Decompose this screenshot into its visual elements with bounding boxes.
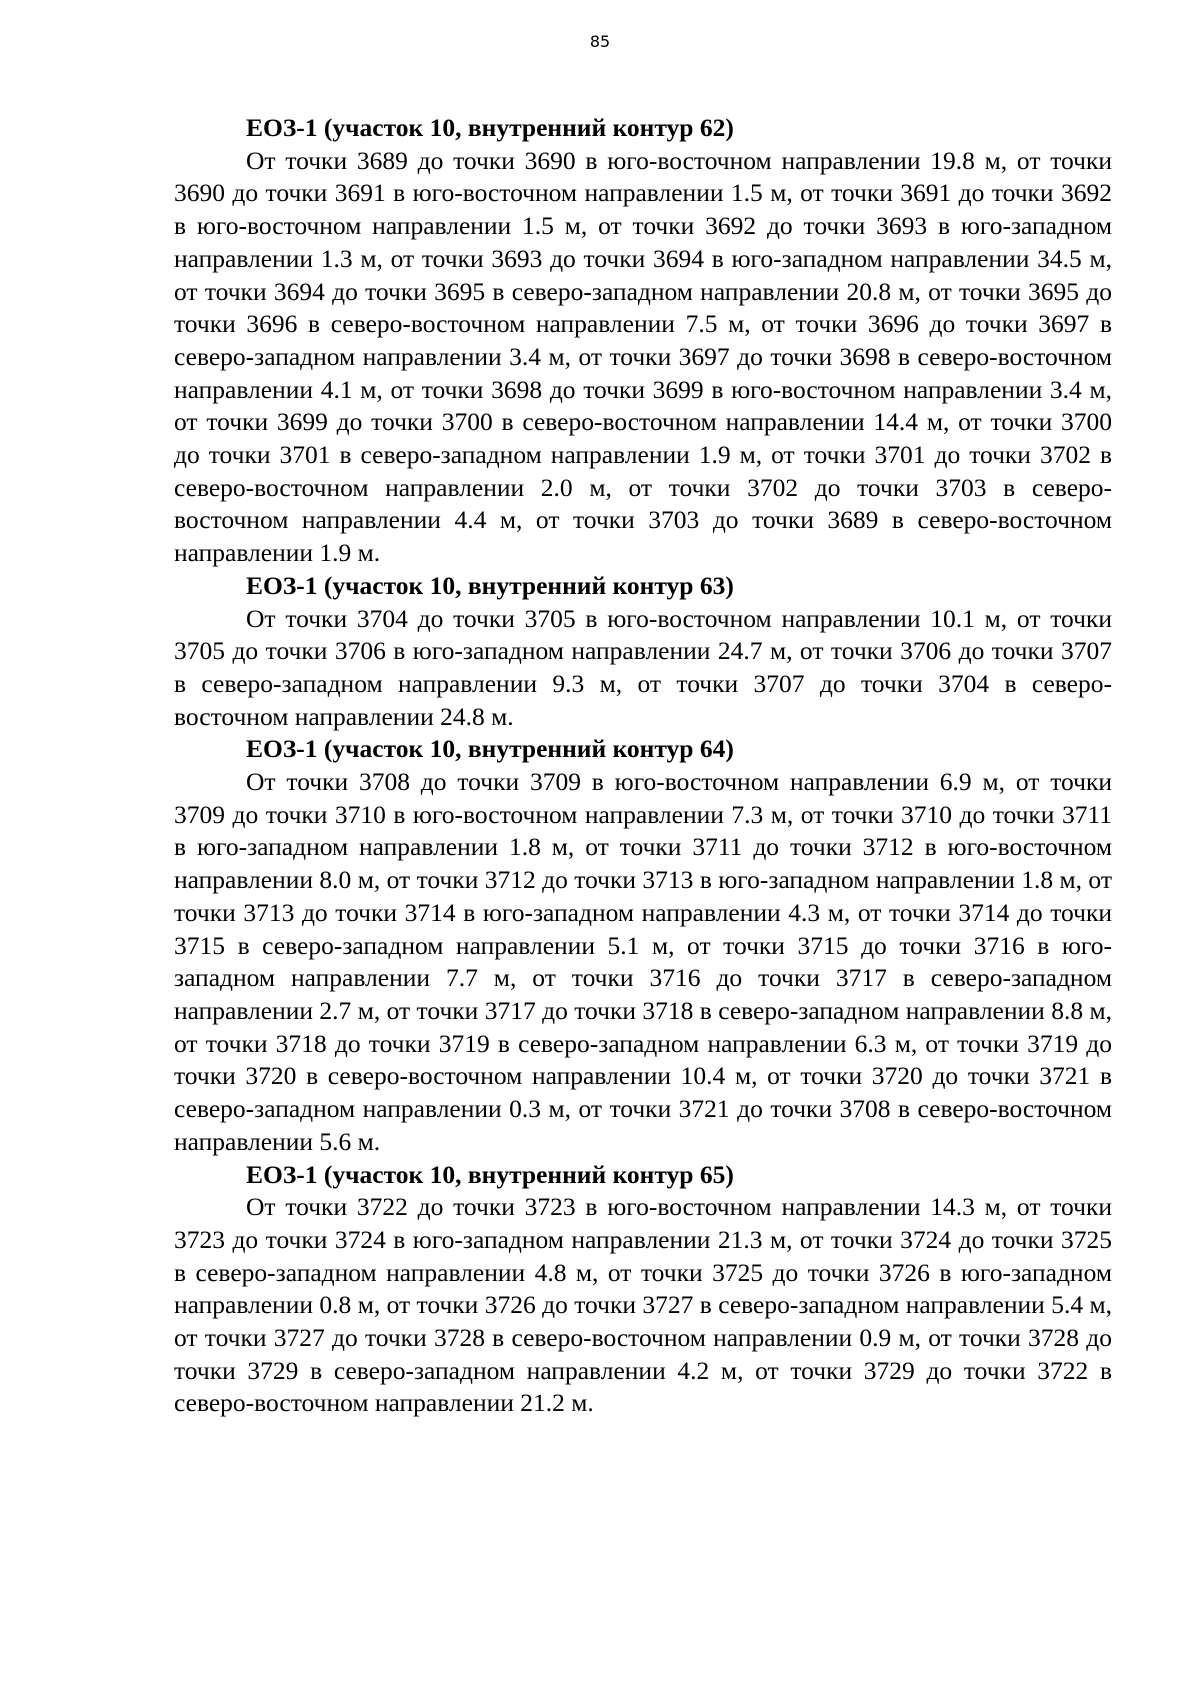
section-heading: ЕОЗ-1 (участок 10, внутренний контур 64) bbox=[246, 734, 734, 764]
section-heading: ЕОЗ-1 (участок 10, внутренний контур 65) bbox=[246, 1159, 734, 1189]
section-paragraph: От точки 3689 до точки 3690 в юго-восточном направлении 19.8 м, от точки 3690 до точки 3691 в юго-восточном направлении 1.5 м, от точки 3691 до точки 3692 в юго-восточном направлении 1.5 м, от точки 3692 до точки 3693 в юго-западном направлении 1.3 м, от точки 3693 до точки 3694 в юго-западном направлении 34.5 м, от точки 3694 до точки 3695 в северо-западном направлении 20.8 м, от точки 3695 до точки 3696 в северо-восточном направлении 7.5 м, от точки 3696 до точки 3697 в северо-западном направлении 3.4 м, от точки 3697 до точки 3698 в северо-восточном направлении 4.1 м, от точки 3698 до точки 3699 в юго-восточном направлении 3.4 м, от точки 3699 до точки 3700 в северо-восточном направлении 14.4 м, от точки 3700 до точки 3701 в северо-западном направлении 1.9 м, от точки 3701 до точки 3702 в северо-восточном направлении 2.0 м, от точки 3702 до точки 3703 в северо-восточном направлении 4.4 м, от точки 3703 до точки 3689 в северо-восточном направлении 1.9 м. bbox=[174, 145, 1112, 568]
section-paragraph: От точки 3704 до точки 3705 в юго-восточном направлении 10.1 м, от точки 3705 до точки 3706 в юго-западном направлении 24.7 м, от точки 3706 до точки 3707 в северо-западном направлении 9.3 м, от точки 3707 до точки 3704 в северо-восточном направлении 24.8 м. bbox=[174, 603, 1112, 731]
section-paragraph: От точки 3708 до точки 3709 в юго-восточном направлении 6.9 м, от точки 3709 до точки 3710 в юго-восточном направлении 7.3 м, от точки 3710 до точки 3711 в юго-западном направлении 1.8 м, от точки 3711 до точки 3712 в юго-восточном направлении 8.0 м, от точки 3712 до точки 3713 в юго-западном направлении 1.8 м, от точки 3713 до точки 3714 в юго-западном направлении 4.3 м, от точки 3714 до точки 3715 в северо-западном направлении 5.1 м, от точки 3715 до точки 3716 в юго-западном направлении 7.7 м, от точки 3716 до точки 3717 в северо-западном направлении 2.7 м, от точки 3717 до точки 3718 в северо-западном направлении 8.8 м, от точки 3718 до точки 3719 в северо-западном направлении 6.3 м, от точки 3719 до точки 3720 в северо-восточном направлении 10.4 м, от точки 3720 до точки 3721 в северо-западном направлении 0.3 м, от точки 3721 до точки 3708 в северо-восточном направлении 5.6 м. bbox=[174, 767, 1112, 1156]
section-heading: ЕОЗ-1 (участок 10, внутренний контур 62) bbox=[246, 113, 734, 142]
page-number: 85 bbox=[589, 32, 611, 51]
section-contour-63 bbox=[174, 570, 1112, 734]
section-contour-64 bbox=[174, 733, 1112, 1158]
section-paragraph: От точки 3722 до точки 3723 в юго-восточном направлении 14.3 м, от точки 3723 до точки 3724 в юго-западном направлении 21.3 м, от точки 3724 до точки 3725 в северо-западном направлении 4.8 м, от точки 3725 до точки 3726 в юго-западном направлении 0.8 м, от точки 3726 до точки 3727 в северо-западном направлении 5.4 м, от точки 3727 до точки 3728 в северо-восточном направлении 0.9 м, от точки 3728 до точки 3729 в северо-западном направлении 4.2 м, от точки 3729 до точки 3722 в северо-восточном направлении 21.2 м. bbox=[174, 1192, 1112, 1418]
document-body bbox=[174, 112, 1112, 1420]
section-heading: ЕОЗ-1 (участок 10, внутренний контур 63) bbox=[246, 570, 734, 600]
section-contour-65 bbox=[174, 1159, 1112, 1421]
section-contour-62 bbox=[174, 112, 1112, 570]
